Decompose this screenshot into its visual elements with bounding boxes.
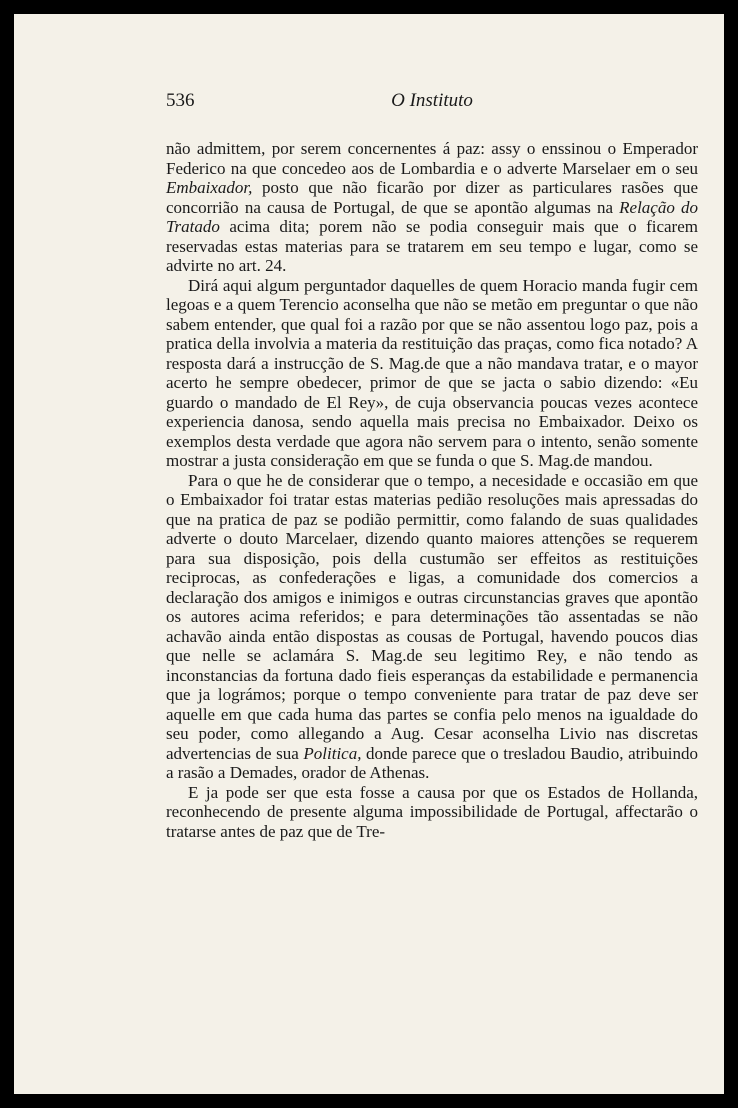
paragraph-2 [166,276,698,471]
page-header [166,90,698,120]
paragraph-1 [166,139,698,276]
paragraph-3 [166,471,698,783]
text-segment: E ja pode ser que esta fosse a causa por que os Estados de Hollanda, reconhecendo de presente alguma impossibilidade de Portugal, affectarão o tratarse antes de paz que de Tre- [166,782,698,841]
italic-segment: Politica, [303,743,362,763]
page-number: 536 [166,90,195,111]
text-segment: donde parece que o tresladou Baudio, atribuindo a rasão a Demades, orador de Athenas. [166,743,698,782]
italic-segment: Relação do Tratado [166,197,698,236]
text-segment: Para o que he de considerar que o tempo, a necesidade e occasião em que o Embaixador foi tratar estas materias pedião resoluções mais apressadas do que na pratica de paz se podião permittir, como falando de suas qualidades adverte o douto Marcelaer, dizendo quanto maiores attenções se requerem para sua disposição, pois della custumão ser effeitos as restituições reciprocas, as confederações e ligas, a comunidade dos comercios a declaração dos amigos e inimigos e outras circunstancias graves que apontão os autores acima referidos; e para determinações tão assentadas se não achavão ainda então dispostas as cousas de Portugal, havendo poucos dias que nelle se aclamára S. Mag.de seu legitimo Rey, e não tendo as inconstancias da fortuna dado fieis esperanças da estabilidade e permanencia que ja lográmos; porque o tempo conveniente para tratar de paz deve ser aquelle em que cada huma das partes se confia pelo menos na igualdade do seu poder, como allegando a Aug. Cesar aconselha Livio nas discretas advertencias de sua [166,470,698,763]
text-segment: posto que não ficarão por dizer as particulares rasões que concorrião na causa de Portugal, de que se apontão algumas na [166,178,698,217]
paragraph-4 [166,783,698,842]
running-title: O Instituto [391,90,473,111]
text-segment: Dirá aqui algum perguntador daquelles de quem Horacio manda fugir cem legoas e a quem Terencio aconselha que não se metão em preguntar o que não sabem entender, que qual foi a razão por que se não assentou logo paz, pois a pratica della involvia a materia da restituição das praças, como fica notado? A resposta dará a instrucção de S. Mag.de que a não mandava tratar, e o mayor acerto he sempre obedecer, primor de que se jacta o sabio dizendo: «Eu guardo o mandado de El Rey», de cuja observancia poucas vezes acontece experiencia danosa, sendo aquella mais precisa no Embaixador. Deixo os exemplos desta verdade que agora não servem para o intento, senão somente mostrar a justa consideração em que se funda o que S. Mag.de mandou. [166,275,698,470]
italic-segment: Embaixador, [166,178,253,197]
text-segment: acima dita; porem não se podia conseguir mais que o ficarem reservadas estas materias para se tratarem em seu tempo e lugar, como se advirte no art. 24. [166,217,698,275]
body-text [166,139,698,841]
text-segment: não admittem, por serem concernentes á paz: assy o enssinou o Emperador Federico na que concedeo aos de Lombardia e o adverte Marselaer em o seu [166,139,698,178]
book-page [14,14,724,1094]
